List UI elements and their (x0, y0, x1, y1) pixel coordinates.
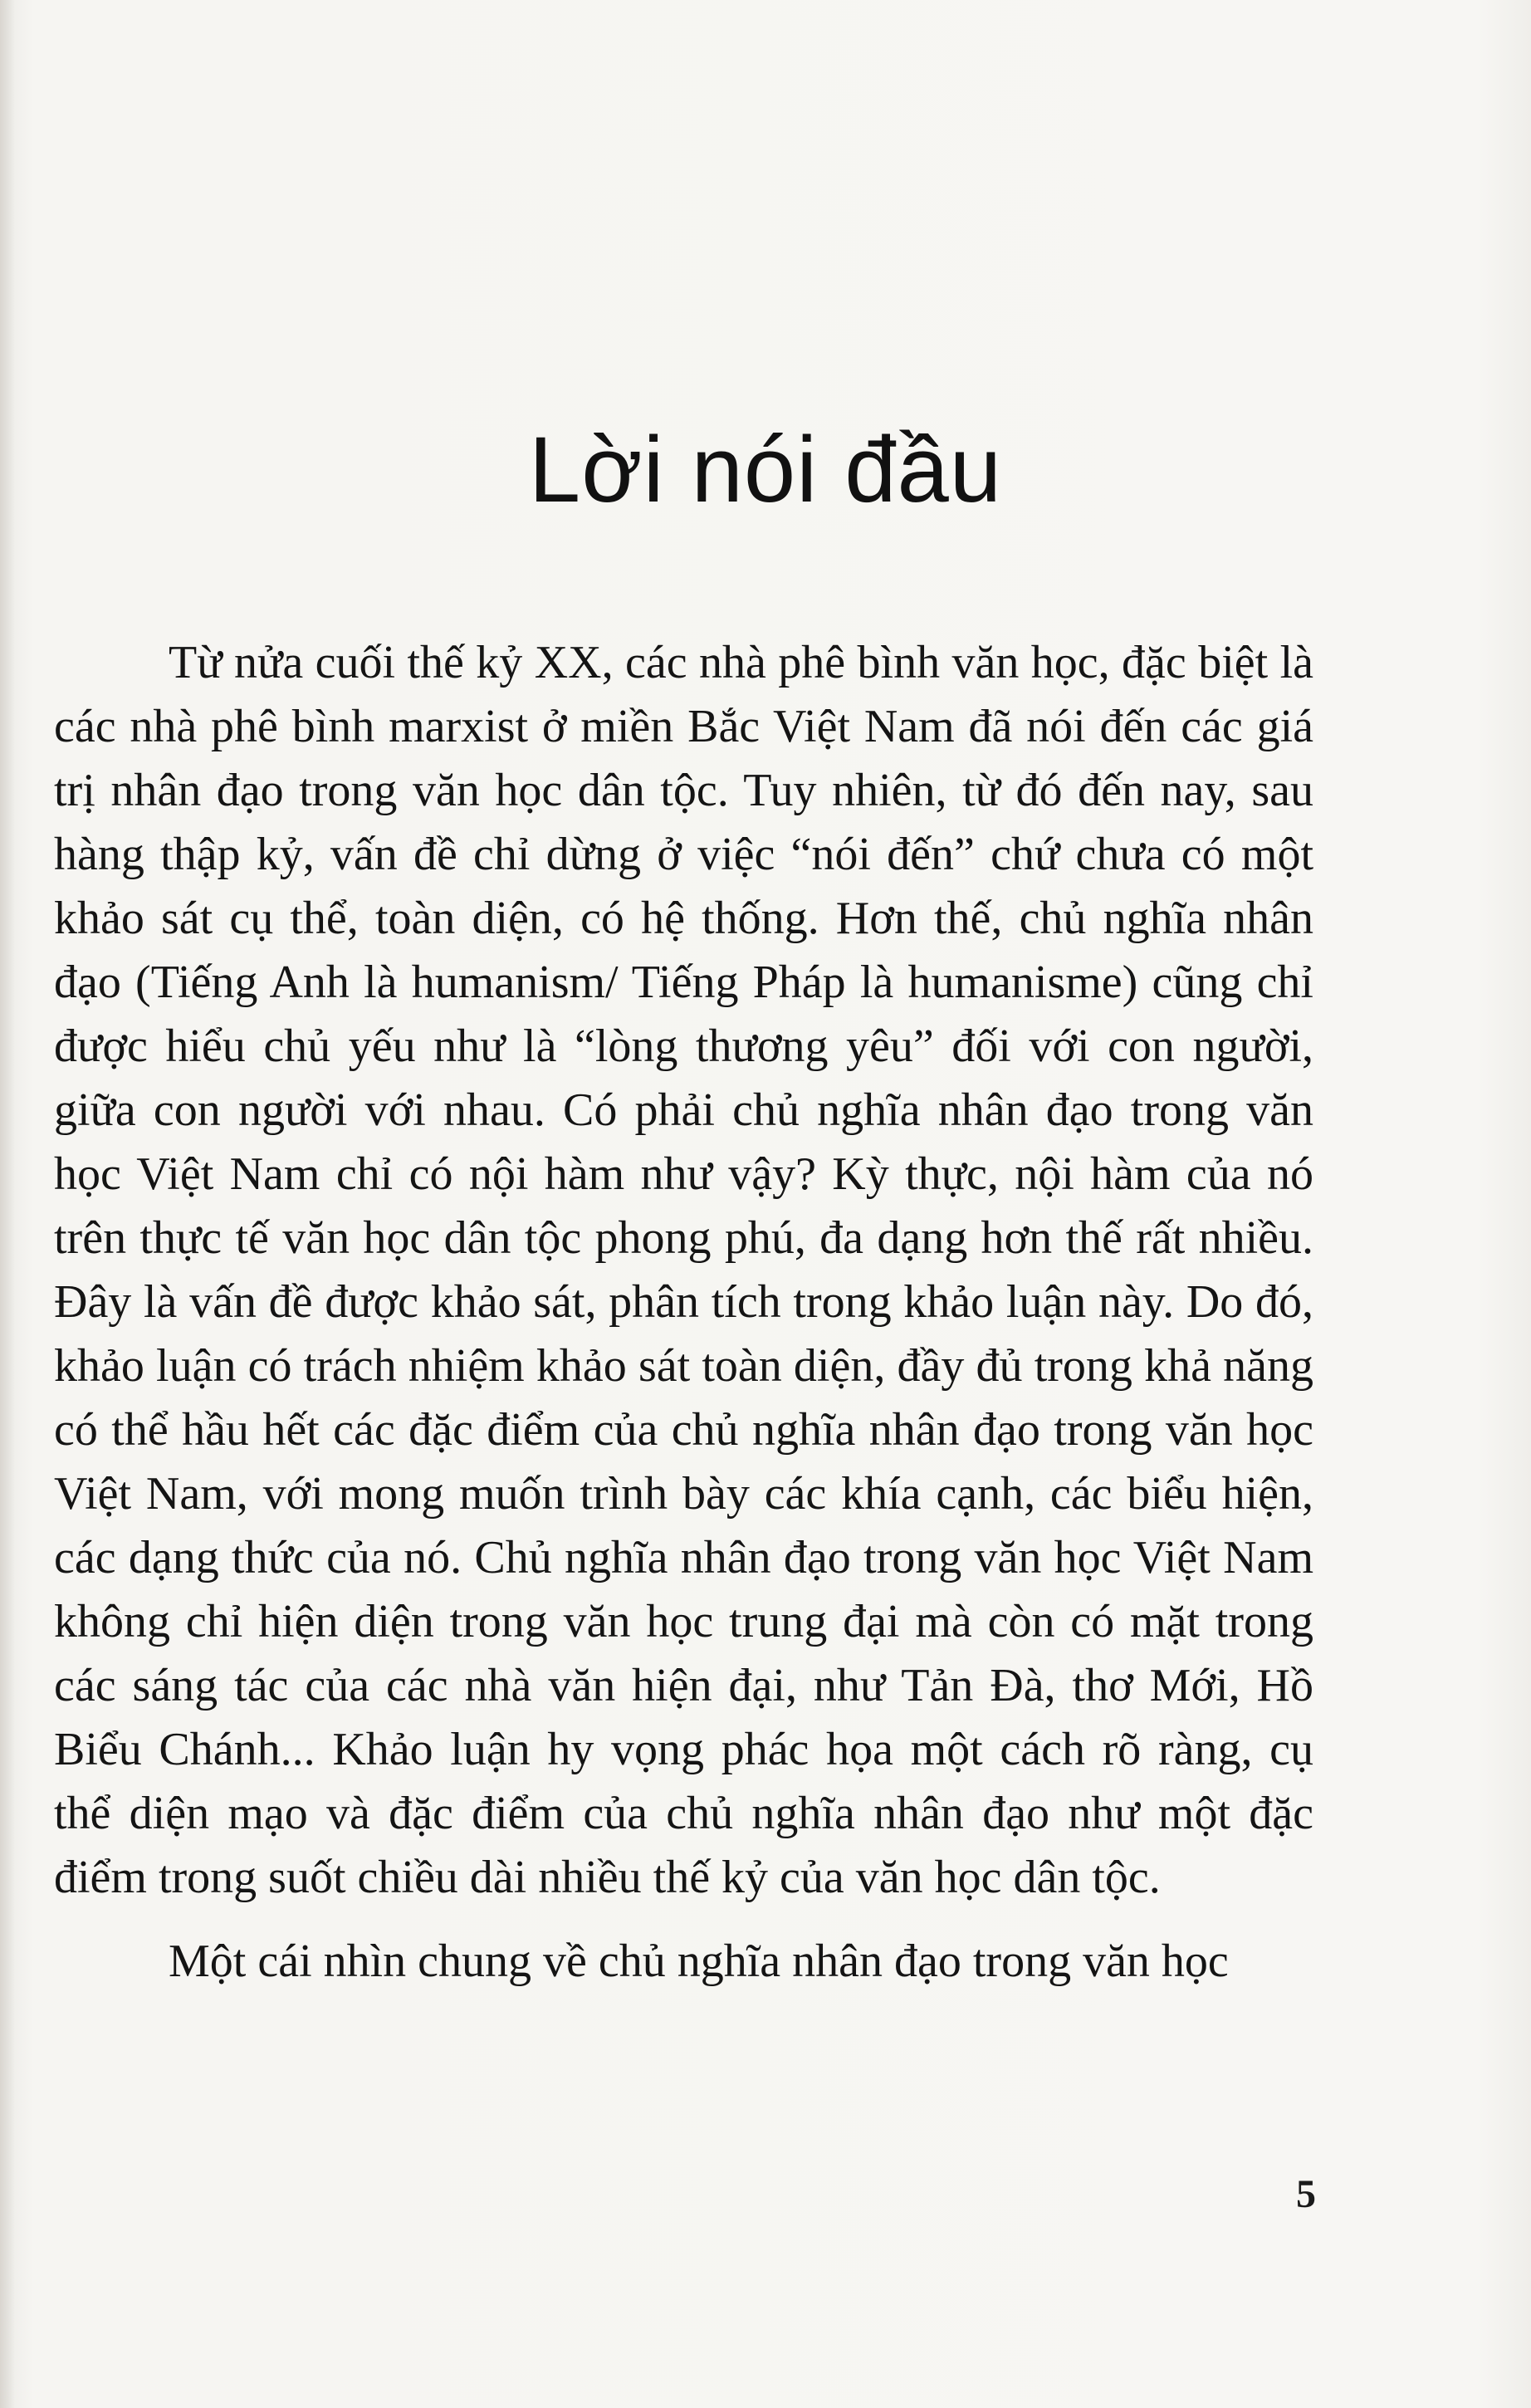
paragraph: Từ nửa cuối thế kỷ XX, các nhà phê bình văn học, đặc biệt là các nhà phê bình marxist ở miền Bắc Việt Nam đã nói đến các giá trị nhân đạo trong văn học dân tộc. Tuy nhiên, từ đó đến nay, sau hàng thập kỷ, vấn đề chỉ dừng ở việc “nói đến” chứ chưa có một khảo sát cụ thể, toàn diện, có hệ thống. Hơn thế, chủ nghĩa nhân đạo (Tiếng Anh là humanism/ Tiếng Pháp là humanisme) cũng chỉ được hiểu chủ yếu như là “lòng thương yêu” đối với con người, giữa con người với nhau. Có phải chủ nghĩa nhân đạo trong văn học Việt Nam chỉ có nội hàm như vậy? Kỳ thực, nội hàm của nó trên thực tế văn học dân tộc phong phú, đa dạng hơn thế rất nhiều. Đây là vấn đề được khảo sát, phân tích trong khảo luận này. Do đó, khảo luận có trách nhiệm khảo sát toàn diện, đầy đủ trong khả năng có thể hầu hết các đặc điểm của chủ nghĩa nhân đạo trong văn học Việt Nam, với mong muốn trình bày các khía cạnh, các biểu hiện, các dạng thức của nó. Chủ nghĩa nhân đạo trong văn học Việt Nam không chỉ hiện diện trong văn học trung đại mà còn có mặt trong các sáng tác của các nhà văn hiện đại, như Tản Đà, thơ Mới, Hồ Biểu Chánh... Khảo luận hy vọng phác họa một cách rõ ràng, cụ thể diện mạo và đặc điểm của chủ nghĩa nhân đạo như một đặc điểm trong suốt chiều dài nhiều thế kỷ của văn học dân tộc. (54, 637, 1313, 1903)
spine-shadow (0, 0, 15, 2408)
body-text (54, 631, 1313, 1994)
page-number: 5 (1296, 2172, 1316, 2216)
chapter-title: Lời nói đầu (528, 418, 1003, 521)
paragraph: Một cái nhìn chung về chủ nghĩa nhân đạo trong văn học (169, 1936, 1229, 1987)
